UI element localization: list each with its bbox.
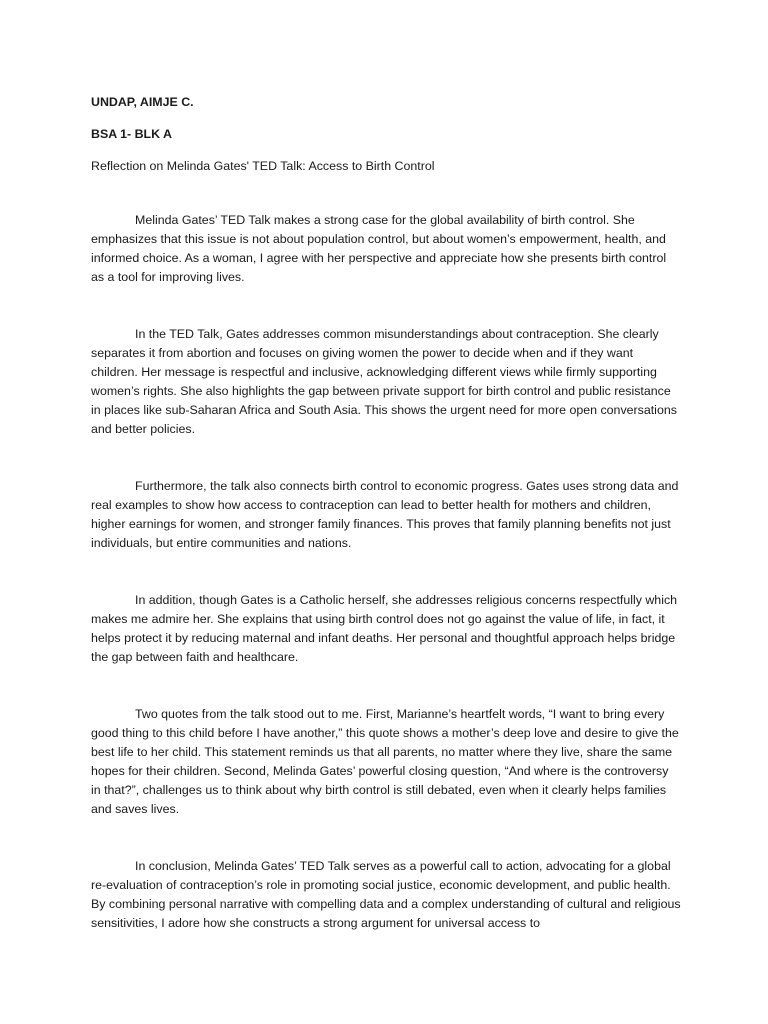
paragraph: Two quotes from the talk stood out to me. First, Marianne’s heartfelt words, “I want to bring every good thing to this child before I have another,” this quote shows a mother’s deep love and desire to give the best life to her child. This statement reminds us that all parents, no matter where they live, share the same hopes for their children. Second, Melinda Gates’ powerful closing question, “And where is the controversy in that?”, challenges us to think about why birth control is still debated, even when it clearly helps families and saves lives.: [91, 707, 679, 816]
paragraph: Melinda Gates’ TED Talk makes a strong case for the global availability of birth control. She emphasizes that this issue is not about population control, but about women’s empowerment, health, and informed choice. As a woman, I agree with her perspective and appreciate how she presents birth control as a tool for improving lives.: [91, 213, 667, 284]
paragraph: In the TED Talk, Gates addresses common misunderstandings about contraception. She clearly separates it from abortion and focuses on giving women the power to decide when and if they want children. Her message is respectful and inclusive, acknowledging different views while firmly supporting women’s rights. She also highlights the gap between private support for birth control and public resistance in places like sub-Saharan Africa and South Asia. This shows the urgent need for more open conversations and better policies.: [91, 327, 677, 436]
paragraph: In conclusion, Melinda Gates’ TED Talk serves as a powerful call to action, advocating for a global re-evaluation of contraception’s role in promoting social justice, economic development, and public health. By combining personal narrative with compelling data and a complex understanding of cultural and religious sensitivities, I adore how she constructs a strong argument for universal access to: [91, 859, 681, 930]
essay-body: [91, 211, 681, 933]
course-block: BSA 1- BLK A: [91, 127, 172, 141]
paragraph: In addition, though Gates is a Catholic herself, she addresses religious concerns respectfully which makes me admire her. She explains that using birth control does not go against the value of life, in fact, it helps protect it by reducing maternal and infant deaths. Her personal and thoughtful approach helps bridge the gap between faith and healthcare.: [91, 593, 678, 664]
paragraph: Furthermore, the talk also connects birth control to economic progress. Gates uses strong data and real examples to show how access to contraception can lead to better health for mothers and children, higher earnings for women, and stronger family finances. This proves that family planning benefits not just individuals, but entire communities and nations.: [91, 479, 679, 550]
student-name: UNDAP, AIMJE C.: [91, 95, 194, 109]
document-title: Reflection on Melinda Gates' TED Talk: Access to Birth Control: [91, 159, 435, 173]
